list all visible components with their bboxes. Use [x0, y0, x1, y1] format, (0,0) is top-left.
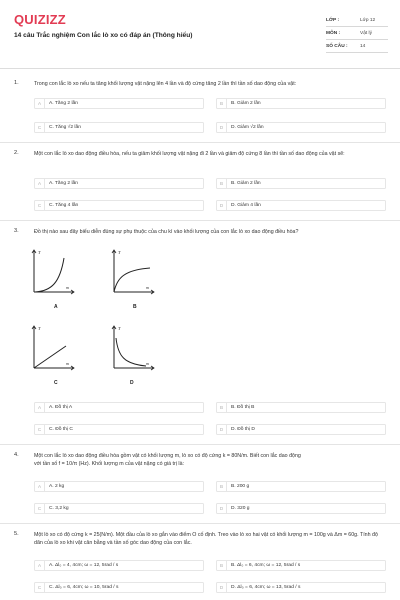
graph-curve — [35, 258, 64, 292]
graph-a — [30, 248, 76, 296]
option-letter: D — [217, 123, 227, 132]
option-text: D. Δl₀ = 6, 4cm; ω = 13, 5rad / s — [231, 585, 301, 590]
graph-b — [110, 248, 156, 296]
option-text: B. Δl₀ = 6, 4cm; ω = 12, 5rad / s — [231, 563, 301, 568]
option-d[interactable] — [216, 582, 386, 593]
y-axis-label: T — [118, 326, 121, 331]
graph-c — [30, 324, 76, 372]
x-axis-label: m — [146, 285, 149, 290]
option-text: B. Giảm 2 lần — [231, 181, 261, 186]
question-text-line: Một con lắc lò xo dao động điều hòa gồm vật có khối lượng m, lò xo có độ cứng k = 80N/m. Biết con lắc dao động — [34, 453, 301, 459]
meta-value: Lớp 12 — [360, 17, 376, 23]
option-a[interactable] — [34, 560, 204, 571]
option-text: A. Đồ thị A — [49, 405, 73, 410]
graph-d — [110, 324, 156, 372]
graph-label-c: C — [54, 380, 58, 386]
option-letter: C — [35, 201, 45, 210]
option-letter: A — [35, 179, 45, 188]
option-letter: B — [217, 403, 227, 412]
question-divider — [0, 142, 400, 143]
option-letter: D — [217, 425, 227, 434]
question-text: Trong con lắc lò xo nếu ta tăng khối lượng vật nặng lên 4 lần và độ cứng tăng 2 lần thì tần số dao động của vật: — [34, 81, 297, 87]
graph-curve — [116, 338, 146, 366]
graph-label-d: D — [130, 380, 134, 386]
option-letter: B — [217, 99, 227, 108]
question-divider — [0, 444, 400, 445]
meta-row-subject — [326, 27, 388, 40]
x-axis-label: m — [146, 361, 149, 366]
option-c[interactable] — [34, 200, 204, 211]
graph-label-a: A — [54, 304, 58, 310]
question-divider — [0, 523, 400, 524]
option-letter: D — [217, 504, 227, 513]
option-letter: A — [35, 403, 45, 412]
option-letter: C — [35, 123, 45, 132]
option-d[interactable] — [216, 503, 386, 514]
option-letter: D — [217, 201, 227, 210]
meta-label: MÔN : — [326, 30, 341, 36]
question-divider — [0, 220, 400, 221]
question-text: Một lò xo có độ cứng k = 25(N/m). Một đầu của lò xo gắn vào điểm O cố định. Treo vào lò xo hai vật có khối lượng m = 100g và Δm = 60g. Tính độ dãn của lò xo khi vật cân bằng và tần số góc dao động của con lắc. — [34, 532, 378, 546]
meta-row-class — [326, 14, 388, 27]
y-axis-label: T — [38, 326, 41, 331]
option-letter: B — [217, 561, 227, 570]
option-letter: C — [35, 425, 45, 434]
header-divider — [0, 68, 400, 69]
option-a[interactable] — [34, 402, 204, 413]
option-text: A. 2 kg — [49, 484, 65, 489]
option-text: B. 200 g — [231, 484, 250, 489]
option-text: D. 320 g — [231, 506, 250, 511]
x-axis-label: m — [66, 285, 69, 290]
option-d[interactable] — [216, 122, 386, 133]
page-header — [0, 0, 400, 68]
question-number: 5. — [14, 531, 19, 537]
meta-panel — [326, 14, 388, 53]
meta-row-count — [326, 40, 388, 53]
option-text: D. Giảm √2 lần — [231, 125, 264, 130]
meta-value: 14 — [360, 43, 366, 49]
option-text: D. Giảm 4 lần — [231, 203, 261, 208]
question-text: Đồ thị nào sau đây biểu diễn đúng sự phụ thuộc của chu kì vào khối lượng của con lắc lò xo dao động điều hòa? — [34, 229, 299, 235]
y-axis-label: T — [38, 250, 41, 255]
option-c[interactable] — [34, 503, 204, 514]
question-number: 1. — [14, 80, 19, 86]
meta-label: LỚP : — [326, 17, 340, 23]
option-text: D. Đồ thị D — [231, 427, 255, 432]
option-text: C. 3,2 kg — [49, 506, 69, 511]
option-letter: B — [217, 179, 227, 188]
option-b[interactable] — [216, 178, 386, 189]
option-letter: A — [35, 561, 45, 570]
option-d[interactable] — [216, 424, 386, 435]
page-title: 14 câu Trắc nghiệm Con lắc lò xo có đáp án (Thông hiểu) — [14, 32, 193, 39]
option-text: C. Tăng 4 lần — [49, 203, 79, 208]
option-letter: D — [217, 583, 227, 592]
question-number: 3. — [14, 228, 19, 234]
option-text: C. Tăng √2 lần — [49, 125, 81, 130]
option-b[interactable] — [216, 402, 386, 413]
option-c[interactable] — [34, 582, 204, 593]
option-a[interactable] — [34, 178, 204, 189]
option-letter: C — [35, 583, 45, 592]
option-c[interactable] — [34, 122, 204, 133]
y-axis-label: T — [118, 250, 121, 255]
question-text: Một con lắc lò xo dao động điều hòa, nếu ta giảm khối lượng vật nặng đi 2 lần và giảm độ cứng 8 lần thì tần số dao động của vật sẽ: — [34, 151, 345, 157]
question-text — [34, 452, 386, 468]
x-axis-label: m — [66, 361, 69, 366]
option-text: C. Δl₀ = 6, 4cm; ω = 10, 5rad / s — [49, 585, 119, 590]
graph-curve — [114, 268, 150, 292]
option-text: A. Δl₀ = 4, 4cm; ω = 12, 5rad / s — [49, 563, 119, 568]
option-text: A. Tăng 2 lần — [49, 181, 79, 186]
option-letter: A — [35, 99, 45, 108]
option-text: B. Giảm 2 lần — [231, 101, 261, 106]
graph-line — [34, 346, 66, 368]
option-b[interactable] — [216, 481, 386, 492]
option-text: A. Tăng 2 lần — [49, 101, 79, 106]
option-text: B. Đồ thị B — [231, 405, 255, 410]
question-number: 2. — [14, 150, 19, 156]
option-letter: C — [35, 504, 45, 513]
option-letter: A — [35, 482, 45, 491]
option-letter: B — [217, 482, 227, 491]
option-d[interactable] — [216, 200, 386, 211]
quizizz-logo: QUIZIZZ — [14, 12, 66, 27]
meta-value: Vật lý — [360, 30, 372, 36]
option-b[interactable] — [216, 560, 386, 571]
option-text: C. Đồ thị C — [49, 427, 73, 432]
option-a[interactable] — [34, 98, 204, 109]
option-a[interactable] — [34, 481, 204, 492]
question-text-line: với tần số f = 10/π (Hz). Khối lượng m của vật nặng có giá trị là: — [34, 461, 185, 467]
graph-label-b: B — [133, 304, 137, 310]
meta-label: SỐ CÂU : — [326, 43, 348, 49]
question-number: 4. — [14, 452, 19, 458]
option-c[interactable] — [34, 424, 204, 435]
option-b[interactable] — [216, 98, 386, 109]
